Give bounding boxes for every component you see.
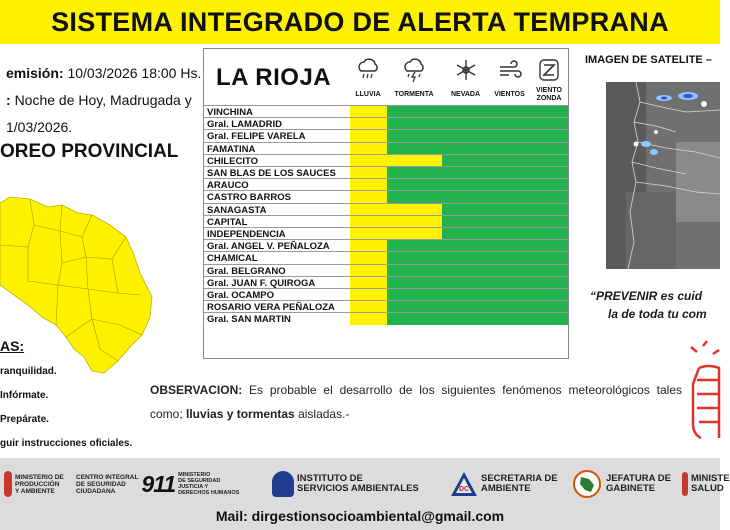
la-rioja-map-icon xyxy=(572,469,602,499)
logo-line: Y AMBIENTE xyxy=(15,487,55,495)
table-row xyxy=(204,300,568,313)
period-label: : xyxy=(6,92,11,108)
alert-level-cell xyxy=(387,265,442,277)
alert-level-cell xyxy=(490,179,530,191)
observation-body-end: aisladas.- xyxy=(294,407,350,421)
alert-level-cell xyxy=(530,313,568,325)
alert-level-cell xyxy=(442,301,490,313)
storm-cloud-icon xyxy=(401,57,427,83)
column-header-lluvia xyxy=(350,57,386,98)
prevenir-slogan xyxy=(590,287,707,323)
alert-level-cell xyxy=(442,240,490,252)
alert-level-cell xyxy=(490,289,530,301)
logo-line: JUSTICIA Y xyxy=(178,484,209,490)
alert-level-cell xyxy=(442,216,490,228)
alert-level-cell xyxy=(490,143,530,155)
alert-level-cell xyxy=(387,289,442,301)
table-row xyxy=(204,215,568,228)
alert-level-cell xyxy=(350,204,387,216)
alert-level-cell xyxy=(530,143,568,155)
column-label: TORMENTA xyxy=(394,91,434,98)
alert-level-cell xyxy=(350,289,387,301)
alert-level-cell xyxy=(350,179,387,191)
logo-line: CIUDADANA xyxy=(76,487,116,495)
department-name: CHILECITO xyxy=(207,155,259,167)
column-header-tormenta xyxy=(387,57,441,98)
rain-cloud-icon xyxy=(355,57,381,83)
logo-911-number: 911 xyxy=(141,470,176,497)
alert-level-cell xyxy=(350,106,387,118)
alert-level-cell xyxy=(490,155,530,167)
alert-level-cell xyxy=(530,277,568,289)
alert-level-cell xyxy=(350,143,387,155)
logo-servicios-ambientales[interactable] xyxy=(272,466,419,502)
column-header-zonda xyxy=(530,57,568,103)
table-row xyxy=(204,166,568,179)
observation-highlight: lluvias y tormentas xyxy=(186,407,295,421)
reference-item: Infórmate. xyxy=(0,390,49,401)
alert-level-cell xyxy=(490,252,530,264)
alert-level-cell xyxy=(387,179,442,191)
wind-icon xyxy=(497,57,523,83)
alert-level-cell xyxy=(490,204,530,216)
alert-level-cell xyxy=(442,179,490,191)
logo-jefatura-gabinete[interactable] xyxy=(572,466,671,502)
alert-level-cell xyxy=(442,204,490,216)
slogan-line-2: la de toda tu com xyxy=(608,307,707,321)
alert-level-cell xyxy=(350,301,387,313)
references-title: AS: xyxy=(0,338,25,354)
alert-level-cell xyxy=(490,191,530,203)
alert-level-cell xyxy=(387,118,442,130)
alert-level-cell xyxy=(442,118,490,130)
logo-line: SERVICIOS AMBIENTALES xyxy=(297,483,419,494)
logo-secretaria-ambiente[interactable] xyxy=(450,466,558,502)
table-row xyxy=(204,178,568,191)
alert-level-cell xyxy=(530,252,568,264)
alert-level-cell xyxy=(530,228,568,240)
alert-level-cell xyxy=(350,265,387,277)
table-row xyxy=(204,227,568,240)
alert-level-cell xyxy=(350,118,387,130)
alert-level-cell xyxy=(490,265,530,277)
alert-level-cell xyxy=(442,252,490,264)
table-row xyxy=(204,154,568,167)
observation-body: Es probable el desarrollo de los siguientes fenómenos meteorológicos tales como; xyxy=(150,383,682,421)
alert-level-cell xyxy=(530,155,568,167)
monitoring-title: OREO PROVINCIAL xyxy=(0,141,179,162)
alert-level-cell xyxy=(350,313,387,325)
snowflake-icon xyxy=(453,57,479,83)
department-name: CHAMICAL xyxy=(207,253,258,265)
emission-value: 10/03/2026 18:00 Hs. xyxy=(67,65,202,81)
logo-line: SALUD xyxy=(691,483,724,494)
satellite-title: IMAGEN DE SATELITE – xyxy=(585,54,712,66)
alert-level-cell xyxy=(490,167,530,179)
department-name: CASTRO BARROS xyxy=(207,192,291,204)
department-name: CAPITAL xyxy=(207,216,248,228)
alert-level-cell xyxy=(530,106,568,118)
reference-item: guir instrucciones oficiales. xyxy=(0,438,133,449)
alert-level-cell xyxy=(490,106,530,118)
reference-item: ranquilidad. xyxy=(0,366,57,377)
alert-level-cell xyxy=(350,167,387,179)
alert-level-cell xyxy=(442,228,490,240)
footer xyxy=(0,458,730,530)
department-name: VINCHINA xyxy=(207,107,253,118)
alert-level-cell xyxy=(530,167,568,179)
logo-line: MINISTE xyxy=(691,473,730,484)
alert-level-cell xyxy=(530,301,568,313)
observation-label: OBSERVACION: xyxy=(150,383,243,397)
alert-level-cell xyxy=(530,191,568,203)
alert-level-cell xyxy=(442,191,490,203)
department-name: ARAUCO xyxy=(207,180,249,192)
alert-level-cell xyxy=(490,240,530,252)
column-header-vientos xyxy=(490,57,529,98)
column-header-nevada xyxy=(442,57,489,98)
department-name: Gral. JUAN F. QUIROGA xyxy=(207,277,316,289)
alert-level-cell xyxy=(350,216,387,228)
alert-level-cell xyxy=(442,277,490,289)
alert-level-cell xyxy=(387,240,442,252)
table-row xyxy=(204,203,568,216)
department-name: FAMATINA xyxy=(207,143,256,155)
column-label: VIENTO ZONDA xyxy=(536,87,562,102)
column-label: VIENTOS xyxy=(494,91,525,98)
table-row xyxy=(204,276,568,289)
logo-line: AMBIENTE xyxy=(481,483,531,494)
la-rioja-shield-icon xyxy=(4,471,12,497)
alert-level-cell xyxy=(350,191,387,203)
la-rioja-shield-icon xyxy=(682,472,688,496)
logo-line: MINISTERIO DE xyxy=(15,473,64,481)
province-map xyxy=(0,185,170,375)
department-name: SAN BLAS DE LOS SAUCES xyxy=(207,168,336,179)
department-name: Gral. SAN MARTIN xyxy=(207,314,291,326)
table-row xyxy=(204,117,568,130)
alert-level-cell xyxy=(387,106,442,118)
table-row xyxy=(204,239,568,252)
alert-level-cell xyxy=(387,143,442,155)
alert-level-cell xyxy=(442,289,490,301)
province-name: LA RIOJA xyxy=(216,64,332,91)
alert-level-cell xyxy=(490,130,530,142)
logo-line: GABINETE xyxy=(606,483,656,494)
alert-level-cell xyxy=(387,167,442,179)
alert-level-cell xyxy=(490,277,530,289)
alert-level-cell xyxy=(387,228,442,240)
logo-ministerio-produccion[interactable] xyxy=(4,466,64,502)
police-badge-icon xyxy=(272,471,294,497)
alert-level-cell xyxy=(442,130,490,142)
alert-level-cell xyxy=(387,204,442,216)
logo-ministerio-salud[interactable] xyxy=(682,466,730,502)
alert-level-cell xyxy=(530,289,568,301)
alert-level-cell xyxy=(442,106,490,118)
alert-level-cell xyxy=(530,118,568,130)
logo-line: DE SEGURIDAD xyxy=(178,478,221,484)
alert-level-cell xyxy=(442,265,490,277)
alert-banner xyxy=(0,0,720,44)
logo-line: SECRETARIA DE xyxy=(481,473,558,484)
table-row xyxy=(204,264,568,277)
svg-text:DC: DC xyxy=(458,486,470,493)
alert-level-cell xyxy=(350,130,387,142)
alert-level-cell xyxy=(490,313,530,325)
alert-level-cell xyxy=(387,301,442,313)
satellite-image xyxy=(606,82,720,269)
table-row xyxy=(204,129,568,142)
alert-level-cell xyxy=(530,130,568,142)
alert-level-cell xyxy=(530,240,568,252)
column-label: LLUVIA xyxy=(355,91,381,98)
department-name: Gral. FELIPE VARELA xyxy=(207,131,306,143)
alert-level-cell xyxy=(350,228,387,240)
alert-level-cell xyxy=(387,191,442,203)
civil-defense-icon xyxy=(450,470,478,498)
zonda-wind-icon xyxy=(536,57,562,83)
department-name: ROSARIO VERA PEÑALOZA xyxy=(207,302,335,314)
alert-level-cell xyxy=(490,216,530,228)
alert-level-cell xyxy=(350,252,387,264)
column-label: NEVADA xyxy=(450,91,481,98)
logo-line: INSTITUTO DE xyxy=(297,473,363,484)
department-name: Gral. LAMADRID xyxy=(207,119,282,131)
alert-level-cell xyxy=(490,228,530,240)
alert-level-cell xyxy=(350,277,387,289)
alert-level-cell xyxy=(530,265,568,277)
alert-level-cell xyxy=(387,130,442,142)
emission-label: emisión: xyxy=(6,65,64,81)
logo-line: JEFATURA DE xyxy=(606,473,671,484)
alert-table xyxy=(203,48,569,359)
alert-level-cell xyxy=(387,216,442,228)
department-name: INDEPENDENCIA xyxy=(207,229,286,240)
logo-line: MINISTERIO xyxy=(178,472,211,478)
logo-line: PRODUCCIÓN xyxy=(15,480,60,488)
logo-line: DE SEGURIDAD xyxy=(76,480,126,488)
alert-level-cell xyxy=(387,155,442,167)
department-name: Gral. ANGEL V. PEÑALOZA xyxy=(207,241,330,253)
table-row xyxy=(204,288,568,301)
alert-level-cell xyxy=(490,301,530,313)
logo-centro-911[interactable] xyxy=(76,466,239,502)
alert-level-cell xyxy=(442,155,490,167)
alert-level-cell xyxy=(530,216,568,228)
alert-level-cell xyxy=(350,155,387,167)
emission-info xyxy=(6,60,206,141)
table-row xyxy=(204,142,568,155)
table-row xyxy=(204,105,568,118)
alert-level-cell xyxy=(490,118,530,130)
period-value-2: 1/03/2026. xyxy=(6,119,73,135)
department-name: Gral. OCAMPO xyxy=(207,290,275,301)
table-row xyxy=(204,251,568,264)
alert-level-cell xyxy=(387,277,442,289)
alert-level-cell xyxy=(442,313,490,325)
alert-level-cell xyxy=(387,313,442,325)
slogan-line-1: “PREVENIR es cuid xyxy=(590,289,703,303)
contact-email[interactable]: Mail: dirgestionsocioambiental@gmail.com xyxy=(215,508,505,524)
alert-level-cell xyxy=(530,204,568,216)
department-name: Gral. BELGRANO xyxy=(207,265,286,277)
observation-text xyxy=(150,378,682,426)
table-row xyxy=(204,312,568,325)
page-title: SISTEMA INTEGRADO DE ALERTA TEMPRANA xyxy=(51,6,669,37)
department-name: SANAGASTA xyxy=(207,204,267,216)
table-row xyxy=(204,190,568,203)
alert-level-cell xyxy=(442,167,490,179)
alert-level-cell xyxy=(350,240,387,252)
logo-line: DERECHOS HUMANOS xyxy=(178,490,240,496)
alert-level-cell xyxy=(530,179,568,191)
alert-level-cell xyxy=(442,143,490,155)
period-value: Noche de Hoy, Madrugada y xyxy=(14,92,192,108)
alert-level-cell xyxy=(387,252,442,264)
logo-line: CENTRO INTEGRAL xyxy=(76,473,139,481)
raised-hand-icon xyxy=(685,340,720,440)
reference-item: Prepárate. xyxy=(0,414,49,425)
